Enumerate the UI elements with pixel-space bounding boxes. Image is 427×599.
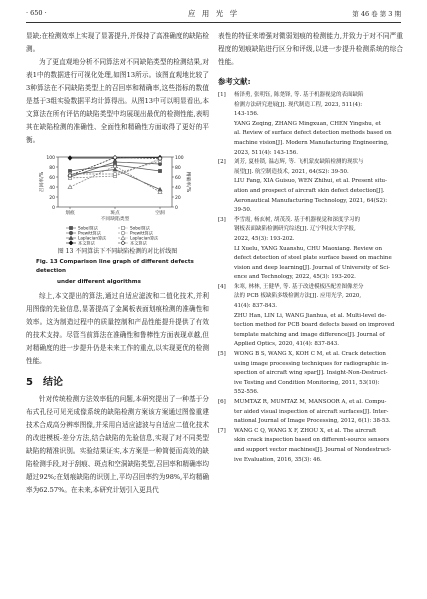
- reference-line: 2022, 45(3): 193-202.: [234, 235, 295, 242]
- reference-number: [7]: [218, 427, 226, 434]
- left-axis-label: 召回率/%: [40, 171, 45, 193]
- reference-line: machine vision[J]. Modern Manufacturing Engineering,: [234, 139, 389, 146]
- reference-number: [3]: [218, 216, 226, 223]
- x-tick-label: 空洞: [155, 211, 165, 216]
- reference-number: [2]: [218, 159, 226, 166]
- reference-text: [234, 158, 403, 216]
- legend-label: Sobel算法: [130, 225, 150, 231]
- section-number: 5: [26, 377, 33, 388]
- reference-item: [218, 91, 403, 158]
- right-tick-label: 80: [175, 165, 181, 171]
- legend-label: Laplacian算法: [130, 235, 159, 241]
- section-heading: [26, 376, 209, 389]
- data-point-3: [68, 156, 72, 160]
- figure-13: [26, 151, 209, 245]
- reference-line: Applied Optics, 2020, 41(4): 837-843.: [234, 341, 339, 348]
- line-chart: [26, 151, 209, 245]
- data-point-6: [68, 185, 72, 189]
- reference-line: LI Xuelu, YANG Xuanshu, CHU Maoxiang. Review on: [234, 245, 383, 252]
- reference-line: and support vector machines[J]. Journal of Nondestruct-: [234, 446, 392, 453]
- reference-line: 552-556.: [234, 389, 259, 396]
- reference-line: ence and Technology, 2022, 45(3): 193-202.: [234, 274, 356, 281]
- reference-line: WANG C Q, WANG X F, ZHOU X, et al. The aircraft: [234, 427, 377, 434]
- x-axis-label: 不同缺陷类型: [100, 217, 130, 222]
- legend-label: Prewitt算法: [130, 230, 153, 236]
- reference-text: [234, 216, 403, 283]
- left-tick-label: 100: [46, 155, 55, 161]
- right-tick-label: 20: [175, 195, 181, 201]
- reference-line: 39-50.: [234, 207, 252, 214]
- data-point-1: [113, 160, 116, 163]
- reference-line: spection of aircraft wing spar[J]. Insight-Non-Destruct-: [234, 370, 388, 377]
- x-tick-label: 划痕: [65, 211, 75, 216]
- x-tick-label: 斑点: [110, 211, 120, 216]
- legend-marker: [121, 241, 125, 245]
- reference-line: 刘芳, 夏桂锁, 温志辉, 等. 飞机蒙皮缺陷检测的现状与: [234, 159, 364, 166]
- paragraph: 针对传统检测方法效率低的问题,本研究提出了一种基于分布式孔径可见光成像系统的缺陷检测方案该方案通过图像重建技术合成高分辨率图像,并采用自适应滤波与自适应二值化技术的改进模板-差分方法,结合缺陷的先验信息,实现了对不同类型缺陷的精准识别。实验结果证实,本方案是一种简便而高效的缺陷检测手段,对于刮痕、斑点和空洞缺陷类型,召回率和精确率均超过92%;在划痕缺陷的识别上,平均召回率约为98%,平均精确率为62.57%。在未来,本研究计划引入更具代: [26, 395, 209, 494]
- reference-number: [4]: [218, 283, 226, 290]
- reference-line: skin crack inspection based on different-source sensors: [234, 437, 390, 444]
- legend-label: 本文算法: [78, 240, 95, 245]
- reference-line: defect detection of steel plate surface based on machine: [234, 255, 392, 262]
- legend-marker: [121, 226, 124, 229]
- reference-line: ation and prospect of aircraft skin defect detection[J].: [234, 187, 385, 194]
- right-tick-label: 60: [175, 175, 181, 181]
- left-tick-label: 60: [49, 175, 55, 181]
- reference-line: YANG Zeqing, ZHANG Mingxuan, CHEN Yingshu, et: [234, 120, 381, 127]
- reference-line: MUMTAZ R, MUMTAZ M, MANSOOR A, et al. Compu-: [234, 399, 387, 405]
- reference-line: 钢板表面缺陷检测研究综述[J]. 辽宁科技大学学报,: [234, 226, 356, 233]
- reference-line: 143-156.: [234, 111, 259, 118]
- figure-caption-cn: 图 13 不同算法下不同缺陷检测的对比折线图: [57, 248, 178, 255]
- reference-line: LIU Fang, XIA Guisuo, WEN Zhihui, et al. Present situ-: [234, 178, 387, 185]
- legend-marker: [69, 241, 73, 245]
- reference-number: [1]: [218, 92, 226, 98]
- legend-marker: [121, 231, 124, 234]
- reference-line: Aeronautical Manufacturing Technology, 2021, 64(S2):: [234, 197, 388, 204]
- left-tick-label: 20: [49, 195, 55, 201]
- reference-number: [5]: [218, 351, 226, 358]
- reference-line: national Journal of Image Processing, 2012, 6(1): 38-53.: [234, 418, 391, 425]
- left-column: [26, 30, 209, 497]
- left-tick-label: 80: [49, 165, 55, 171]
- legend-label: 本文算法: [130, 240, 147, 245]
- references-heading: 参考文献:: [218, 77, 251, 86]
- paragraph: 显缺;在检测效率上实现了显著提升,并保持了高准确度的缺陷检测。: [26, 32, 209, 53]
- right-column: [218, 30, 403, 465]
- reference-line: vision and deep learning[J]. Journal of University of Sci-: [234, 264, 390, 271]
- legend-marker: [69, 226, 72, 229]
- paragraph: 综上,本文提出的算法,通过自适应滤波和二值化技术,并利用图像的先验信息,显著提高了金属板表面划痕检测的准确性和效率。这为制造过程中的质量控制和产品性能提升提供了有效的技术支持。尽管当前算法在准确性和鲁棒性方面表现卓越,但对精确度的进一步提升仍是未来工作的重点,以实现更优的检测性能。: [26, 292, 209, 365]
- reference-item: [218, 283, 403, 350]
- reference-line: using image processing techniques for radiographic in-: [234, 360, 389, 367]
- reference-line: WONG B S, WANG X, KOH C M, et al. Crack detection: [234, 351, 386, 358]
- reference-line: 杨泽勇, 张明钰, 陈尧锋, 等. 基于机器视觉的表面缺陷: [234, 92, 364, 98]
- reference-text: [234, 427, 403, 465]
- reference-item: [218, 216, 403, 283]
- left-tick-label: 0: [52, 205, 55, 211]
- reference-line: template matching and image difference[J]. Journal of: [234, 331, 385, 338]
- reference-line: tection method for PCB board defects based on improved: [234, 322, 395, 329]
- right-tick-label: 0: [175, 205, 178, 211]
- reference-line: 2023, 511(4): 143-156.: [234, 149, 298, 156]
- reference-line: 41(4): 837-843.: [234, 303, 277, 310]
- data-point-0: [158, 169, 161, 172]
- reference-text: [234, 91, 403, 158]
- reference-text: [234, 283, 403, 350]
- reference-line: 检测方法研究进展[J]. 现代制造工程, 2023, 511(4):: [234, 101, 363, 108]
- reference-line: ive Testing and Condition Monitoring, 2011, 53(10):: [234, 379, 380, 386]
- paragraph: 表性的特征来增强对微弱划痕的检测能力,并致力于对不同严重程度的划痕缺陷进行区分和评级,以进一步提升检测系统的综合性能。: [218, 32, 403, 66]
- legend-label: Laplacian算法: [78, 235, 107, 241]
- reference-line: ZHU Han, LIN Li, WANG Jianhua, et al. Multi-level de-: [234, 312, 387, 319]
- reference-line: 朱寒, 林林, 王健华, 等. 基于改进模板匹配差图像差分: [234, 283, 364, 290]
- legend-label: Prewitt算法: [78, 230, 101, 236]
- reference-item: [218, 158, 403, 216]
- header-rule: [26, 22, 401, 23]
- reference-line: al. Review of surface defect detection methods based on: [234, 130, 392, 137]
- reference-item: [218, 398, 403, 427]
- right-tick-label: 100: [175, 155, 184, 161]
- data-point-5: [113, 172, 116, 175]
- legend-label: Sobel算法: [78, 225, 98, 231]
- paragraph: 为了更直观地分析不同算法对不同缺陷类型的检测结果,对表1中的数据进行可视化处理,如图13所示。该图直观地比较了3种算法在不同缺陷类型上的召回率和精确率,这些指标的数值是基于3组实验数据平均计算得出。从图13中可以明显看出,本文算法在所有评估的缺陷类型中均展现出最优的检测性能,表明其在缺陷检测的准确性、全面性和精确性方面取得了更好的平衡。: [26, 58, 209, 144]
- reference-number: [6]: [218, 399, 226, 405]
- reference-line: 展望[J]. 航空制造技术, 2021, 64(S2): 39-50.: [234, 168, 349, 175]
- journal-name: 应 用 光 学: [187, 9, 240, 18]
- reference-item: [218, 350, 403, 398]
- page-header: [0, 0, 427, 26]
- reference-list: [218, 91, 403, 465]
- section-title: 结论: [42, 377, 63, 388]
- left-tick-label: 40: [49, 185, 55, 191]
- legend-marker: [69, 231, 72, 234]
- page-number: · 650 ·: [26, 9, 47, 17]
- figure-caption-en: Fig. 13 Comparison line graph of different defects detection: [36, 259, 194, 274]
- reference-line: ter aided visual inspection of aircraft surfaces[J]. Inter-: [234, 408, 389, 415]
- right-tick-label: 40: [175, 185, 181, 191]
- reference-text: [234, 398, 403, 427]
- reference-line: ive Evaluation, 2016, 35(3): 46.: [234, 456, 322, 463]
- data-point-2: [113, 168, 117, 172]
- reference-line: 李雪霞, 杨玄树, 胡茂茂. 基于机器视觉和深度学习的: [234, 216, 360, 223]
- reference-item: [218, 427, 403, 465]
- issue-info: 第 46 卷 第 3 期: [352, 10, 401, 18]
- figure-caption-en-2: under different algorithms: [57, 279, 141, 285]
- reference-text: [234, 350, 403, 398]
- right-axis-label: 精确率/%: [185, 171, 190, 193]
- reference-line: 法的 PCB 板缺陷多级检测方法[J]. 应用光学, 2020,: [234, 293, 362, 300]
